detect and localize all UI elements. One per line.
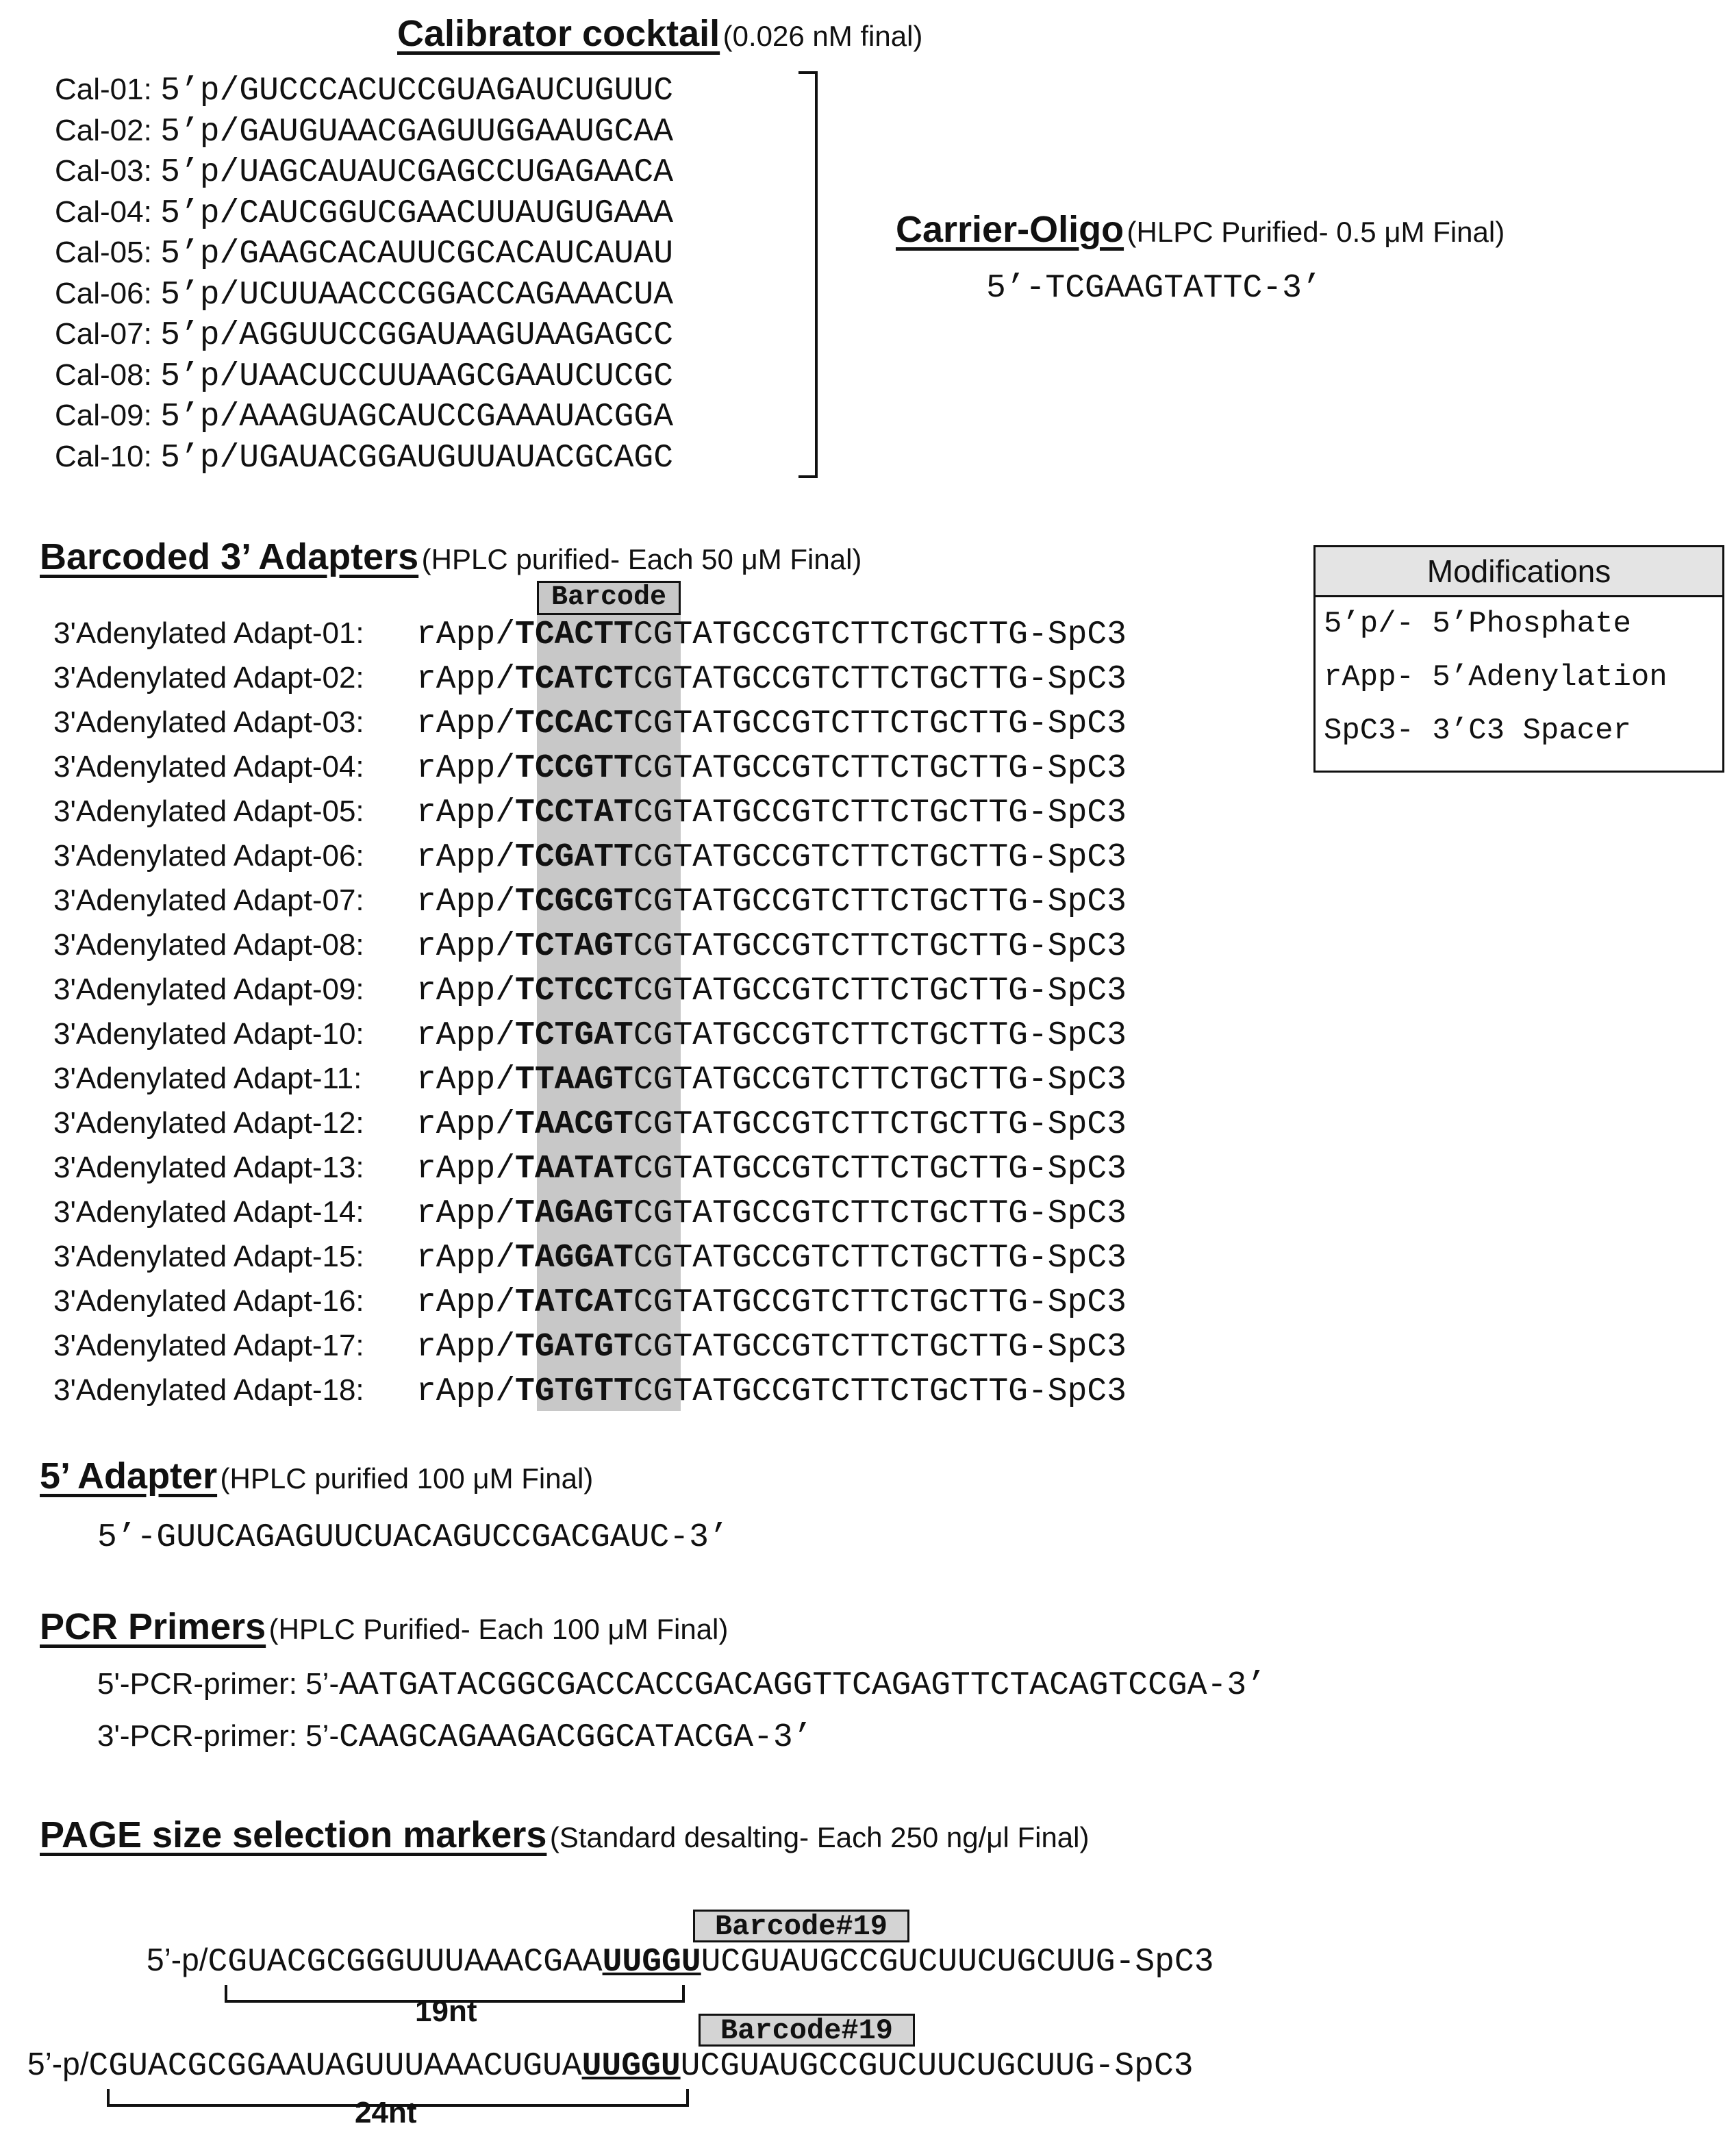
marker-19nt-suffix: UCGUAUGCCGUCUUCUGCUUG-SpC3 [701, 1944, 1214, 1981]
adapter-suffix: CGTATGCCGTCTTCTGCTTG-SpC3 [633, 616, 1127, 653]
adapter-label: 3'Adenylated Adapt-18: [53, 1373, 364, 1407]
page-markers-note: (Standard desalting- Each 250 ng/μl Final) [549, 1821, 1090, 1853]
adapter-suffix: CGTATGCCGTCTTCTGCTTG-SpC3 [633, 1373, 1127, 1410]
calibrator-sequence: 5’p/AAAGUAGCAUCCGAAAUACGGA [160, 399, 673, 436]
adapter-row [53, 1373, 1127, 1410]
adapter-label: 3'Adenylated Adapt-02: [53, 661, 364, 695]
adapter-barcode: TTAAGT [515, 1062, 633, 1099]
pcr-primer-reverse-sequence: CAAGCAGAAGACGGCATACGA-3’ [339, 1719, 813, 1756]
adapter-prefix: rApp/ [416, 928, 516, 965]
calibrator-sequence: 5’p/GAAGCACAUUCGCACAUCAUAU [160, 236, 673, 273]
pcr-heading [40, 1605, 728, 1648]
adapter-label: 3'Adenylated Adapt-16: [53, 1284, 364, 1318]
calibrator-label: Cal-03: [55, 154, 152, 188]
calibrator-label: Cal-07: [55, 317, 152, 351]
calibrator-sequence: 5’p/GUCCCACUCCGUAGAUCUGUUC [160, 73, 673, 110]
adapter-prefix: rApp/ [416, 1151, 516, 1188]
marker-24nt-prefix: 5’-p/ [27, 2046, 89, 2081]
adapter-suffix: CGTATGCCGTCTTCTGCTTG-SpC3 [633, 928, 1127, 965]
adapter-barcode: TCCGTT [515, 750, 633, 787]
adapter-suffix: CGTATGCCGTCTTCTGCTTG-SpC3 [633, 1151, 1127, 1188]
adapters3-heading [40, 536, 861, 578]
adapter-row [53, 750, 1127, 787]
carrier-note: (HLPC Purified- 0.5 μM Final) [1127, 216, 1505, 248]
adapter-suffix: CGTATGCCGTCTTCTGCTTG-SpC3 [633, 1329, 1127, 1366]
calibrator-row [55, 399, 673, 436]
adapter-suffix: CGTATGCCGTCTTCTGCTTG-SpC3 [633, 1195, 1127, 1232]
adapter-label: 3'Adenylated Adapt-05: [53, 795, 364, 828]
calibrator-sequence: 5’p/GAUGUAACGAGUUGGAAUGCAA [160, 113, 673, 151]
adapter-barcode: TCCTAT [515, 795, 633, 831]
adapter-prefix: rApp/ [416, 795, 516, 831]
adapter-row [53, 973, 1127, 1010]
calibrator-sequence: 5’p/CAUCGGUCGAACUUAUGUGAAA [160, 195, 673, 232]
adapter-label: 3'Adenylated Adapt-17: [53, 1329, 364, 1362]
adapter-suffix: CGTATGCCGTCTTCTGCTTG-SpC3 [633, 705, 1127, 742]
adapter-barcode: TAGGAT [515, 1240, 633, 1277]
adapter-suffix: CGTATGCCGTCTTCTGCTTG-SpC3 [633, 795, 1127, 831]
pcr-title: PCR Primers [40, 1606, 266, 1647]
adapter-barcode: TAACGT [515, 1106, 633, 1143]
adapter-label: 3'Adenylated Adapt-13: [53, 1151, 364, 1184]
marker-19nt-length: 19nt [415, 1994, 477, 2028]
adapter-label: 3'Adenylated Adapt-12: [53, 1106, 364, 1140]
marker-24nt-barcode-label: Barcode#19 [699, 2014, 915, 2047]
adapter-row [53, 705, 1127, 742]
adapter-prefix: rApp/ [416, 1329, 516, 1366]
pcr-primer-forward-label: 5'-PCR-primer: 5’- [97, 1667, 340, 1701]
adapter-barcode: TCGATT [515, 839, 633, 876]
adapter-prefix: rApp/ [416, 750, 516, 787]
adapter5-sequence: 5’-GUUCAGAGUUCUACAGUCCGACGAUC-3’ [97, 1519, 729, 1556]
adapter-label: 3'Adenylated Adapt-07: [53, 884, 364, 917]
pcr-primer-forward-sequence: AATGATACGGCGACCACCGACAGGTTCAGAGTTCTACAGTCCGA-3’ [339, 1667, 1266, 1704]
calibrator-sequence: 5’p/UCUUAACCCGGACCAGAAACUA [160, 276, 673, 314]
adapter-label: 3'Adenylated Adapt-01: [53, 616, 364, 650]
adapter-barcode: TAATAT [515, 1151, 633, 1188]
calibrator-bracket [798, 71, 818, 478]
adapter-barcode: TATCAT [515, 1284, 633, 1321]
adapter5-heading [40, 1455, 593, 1497]
adapter-row [53, 884, 1127, 921]
adapter-suffix: CGTATGCCGTCTTCTGCTTG-SpC3 [633, 1240, 1127, 1277]
adapter-suffix: CGTATGCCGTCTTCTGCTTG-SpC3 [633, 973, 1127, 1010]
adapter-prefix: rApp/ [416, 1240, 516, 1277]
modification-row-phosphate: 5’p/- 5’Phosphate [1324, 607, 1631, 641]
adapter-label: 3'Adenylated Adapt-09: [53, 973, 364, 1006]
calibrator-row [55, 277, 673, 314]
adapter-label: 3'Adenylated Adapt-15: [53, 1240, 364, 1273]
marker-24nt-barcode: UUGGU [581, 2048, 681, 2085]
adapter-row [53, 1195, 1127, 1232]
adapter-suffix: CGTATGCCGTCTTCTGCTTG-SpC3 [633, 1284, 1127, 1321]
calibrator-note: (0.026 nM final) [722, 20, 923, 52]
calibrator-label: Cal-04: [55, 195, 152, 229]
marker-19nt-barcode: UUGGU [602, 1944, 701, 1981]
adapter-prefix: rApp/ [416, 1106, 516, 1143]
adapter-prefix: rApp/ [416, 884, 516, 921]
modifications-box [1313, 545, 1724, 773]
adapter-barcode: TGTGTT [515, 1373, 633, 1410]
page-markers-title: PAGE size selection markers [40, 1814, 547, 1855]
pcr-note: (HPLC Purified- Each 100 μM Final) [268, 1613, 729, 1645]
adapter-label: 3'Adenylated Adapt-14: [53, 1195, 364, 1229]
adapter-label: 3'Adenylated Adapt-03: [53, 705, 364, 739]
adapter-prefix: rApp/ [416, 973, 516, 1010]
adapter-prefix: rApp/ [416, 661, 516, 698]
modification-row-adenylation: rApp- 5’Adenylation [1324, 660, 1668, 695]
calibrator-row [55, 195, 673, 232]
marker-24nt-length: 24nt [355, 2096, 417, 2129]
calibrator-row [55, 440, 673, 477]
adapter-barcode: TCTAGT [515, 928, 633, 965]
adapter-row [53, 1240, 1127, 1277]
adapter-barcode: TCATCT [515, 661, 633, 698]
calibrator-row [55, 358, 673, 395]
modifications-title: Modifications [1316, 547, 1722, 597]
adapter-label: 3'Adenylated Adapt-08: [53, 928, 364, 962]
adapters3-title: Barcoded 3’ Adapters [40, 536, 419, 577]
adapter5-note: (HPLC purified 100 μM Final) [220, 1462, 594, 1494]
calibrator-row [55, 154, 673, 191]
adapter-prefix: rApp/ [416, 1062, 516, 1099]
carrier-title: Carrier-Oligo [896, 209, 1124, 250]
carrier-sequence: 5’-TCGAAGTATTC-3’ [986, 270, 1322, 307]
adapter-prefix: rApp/ [416, 1017, 516, 1054]
marker-24nt-suffix: UCGUAUGCCGUCUUCUGCUUG-SpC3 [680, 2048, 1194, 2085]
calibrator-row [55, 73, 673, 110]
adapter-barcode: TAGAGT [515, 1195, 633, 1232]
adapter-suffix: CGTATGCCGTCTTCTGCTTG-SpC3 [633, 839, 1127, 876]
calibrator-label: Cal-09: [55, 399, 152, 432]
adapter-label: 3'Adenylated Adapt-04: [53, 750, 364, 784]
adapter-row [53, 1329, 1127, 1366]
adapter-prefix: rApp/ [416, 616, 516, 653]
adapter-label: 3'Adenylated Adapt-11: [53, 1062, 362, 1095]
pcr-primer-reverse-label: 3'-PCR-primer: 5’- [97, 1719, 340, 1753]
adapter-barcode: TCCACT [515, 705, 633, 742]
adapter-row [53, 1151, 1127, 1188]
calibrator-label: Cal-01: [55, 73, 152, 106]
calibrator-label: Cal-06: [55, 276, 152, 310]
adapter-barcode: TGATGT [515, 1329, 633, 1366]
calibrator-row [55, 236, 673, 273]
marker-24nt [27, 2045, 1194, 2085]
pcr-primer-forward [97, 1667, 1266, 1704]
adapter-prefix: rApp/ [416, 1373, 516, 1410]
adapter-suffix: CGTATGCCGTCTTCTGCTTG-SpC3 [633, 884, 1127, 921]
adapter-row [53, 616, 1127, 653]
calibrator-sequence: 5’p/UGAUACGGAUGUUAUACGCAGC [160, 439, 673, 477]
calibrator-sequence: 5’p/UAGCAUAUCGAGCCUGAGAACA [160, 154, 673, 191]
calibrator-sequence: 5’p/AGGUUCCGGAUAAGUAAGAGCC [160, 317, 673, 354]
calibrator-heading [397, 12, 922, 55]
adapter-barcode: TCTCCT [515, 973, 633, 1010]
adapter-barcode: TCACTT [515, 616, 633, 653]
pcr-primer-reverse [97, 1719, 812, 1756]
calibrator-title: Calibrator cocktail [397, 13, 720, 54]
adapter-row [53, 661, 1127, 698]
carrier-heading [896, 208, 1505, 251]
calibrator-label: Cal-02: [55, 113, 152, 147]
calibrator-label: Cal-08: [55, 358, 152, 392]
adapter-row [53, 795, 1127, 831]
adapter-row [53, 1284, 1127, 1321]
adapter-prefix: rApp/ [416, 839, 516, 876]
calibrator-sequence: 5’p/UAACUCCUUAAGCGAAUCUCGC [160, 358, 673, 395]
adapter-row [53, 839, 1127, 876]
adapter-barcode: TCGCGT [515, 884, 633, 921]
adapter-suffix: CGTATGCCGTCTTCTGCTTG-SpC3 [633, 1062, 1127, 1099]
adapter-suffix: CGTATGCCGTCTTCTGCTTG-SpC3 [633, 750, 1127, 787]
marker-19nt-barcode-label: Barcode#19 [693, 1910, 909, 1942]
adapters3-note: (HPLC purified- Each 50 μM Final) [421, 543, 862, 575]
adapter-label: 3'Adenylated Adapt-06: [53, 839, 364, 873]
marker-24nt-body: CGUACGCGGAAUAGUUUAAACUGUA [88, 2048, 582, 2085]
calibrator-label: Cal-10: [55, 439, 152, 473]
adapter-prefix: rApp/ [416, 705, 516, 742]
adapter-suffix: CGTATGCCGTCTTCTGCTTG-SpC3 [633, 1106, 1127, 1143]
marker-19nt-prefix: 5’-p/ [147, 1942, 208, 1977]
modification-row-spacer: SpC3- 3’C3 Spacer [1324, 714, 1631, 748]
barcode-column-header: Barcode [537, 581, 681, 615]
adapter-row [53, 928, 1127, 965]
adapter-label: 3'Adenylated Adapt-10: [53, 1017, 364, 1051]
page-markers-heading [40, 1814, 1089, 1856]
adapter-row [53, 1062, 1127, 1099]
marker-19nt-body: CGUACGCGGGUUUAAACGAA [207, 1944, 603, 1981]
adapter-suffix: CGTATGCCGTCTTCTGCTTG-SpC3 [633, 661, 1127, 698]
adapter-row [53, 1106, 1127, 1143]
marker-19nt [147, 1941, 1214, 1981]
calibrator-row [55, 317, 673, 354]
calibrator-label: Cal-05: [55, 236, 152, 269]
adapter-barcode: TCTGAT [515, 1017, 633, 1054]
adapter-prefix: rApp/ [416, 1284, 516, 1321]
adapter-suffix: CGTATGCCGTCTTCTGCTTG-SpC3 [633, 1017, 1127, 1054]
adapter5-title: 5’ Adapter [40, 1455, 218, 1497]
adapter-row [53, 1017, 1127, 1054]
calibrator-row [55, 114, 673, 151]
adapter-prefix: rApp/ [416, 1195, 516, 1232]
